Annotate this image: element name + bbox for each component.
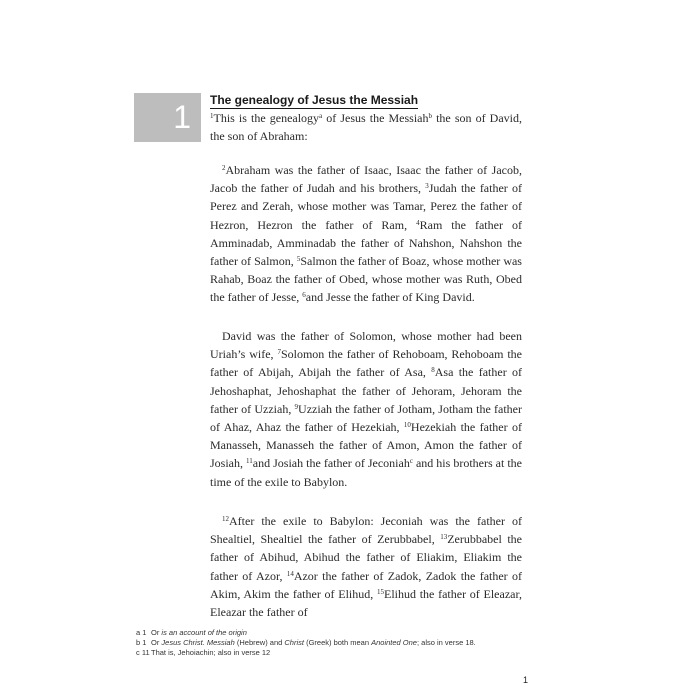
footnote-marker: a — [319, 112, 323, 120]
text-segment: of Jesus the Messiah — [322, 111, 429, 125]
text-segment: That is, Jehoiachin; also in verse 12 — [151, 648, 271, 657]
verse-number: 14 — [286, 569, 294, 578]
text-segment: Ram the father of Amminadab, Amminadab the father of Nahshon, Nahshon the father of Salmon, — [210, 217, 522, 269]
text-segment: Abraham was the father of Isaac, Isaac the father of Jacob, Jacob the father of Judah and his brothers, — [210, 163, 522, 196]
paragraph-verses-6-11 — [210, 327, 522, 491]
text-segment: David was the father of Solomon, whose mother had been Uriah’s wife, — [210, 329, 522, 362]
verse-number: 13 — [440, 533, 448, 542]
footnote — [136, 628, 526, 638]
chapter-number: 1 — [134, 93, 201, 142]
section-heading: The genealogy of Jesus the Messiah — [210, 93, 419, 107]
text-segment: Or — [151, 638, 162, 647]
paragraph-intro — [210, 109, 522, 145]
page-number: 1 — [523, 675, 529, 685]
text-segment: After the exile to Babylon: Jeconiah was the father of Shealtiel, Shealtiel the father of Zerubbabel, — [210, 514, 522, 547]
text-segment: Hezekiah the father of Manasseh, Manasseh the father of Amon, Amon the father of Josiah, — [210, 420, 522, 471]
text-segment: (Hebrew) and — [234, 638, 285, 647]
footnote-marker: b — [428, 112, 432, 120]
text-segment: Or — [151, 628, 162, 637]
text-segment: Zerubbabel the father of Abihud, Abihud the father of Eliakim, Eliakim the father of Azor, — [210, 532, 522, 583]
footnote-ref: b 1 — [136, 638, 147, 647]
verse-number: 10 — [403, 421, 411, 430]
text-segment: This is the genealogy — [213, 111, 320, 125]
text-segment: and Josiah the father of Jeconiah — [252, 456, 410, 471]
text-segment: Uzziah the father of Jotham, Jotham the father of Ahaz, Ahaz the father of Hezekiah, — [210, 401, 522, 435]
text-segment: Salmon the father of Boaz, whose mother was Rahab, Boaz the father of Obed, whose mother was Ruth, Obed the father of Jesse, — [210, 254, 522, 305]
footnote — [136, 648, 526, 658]
italic-text: Christ — [284, 638, 304, 647]
verse-number: 15 — [376, 587, 384, 596]
footnote — [136, 638, 526, 648]
footnote-marker: c — [409, 457, 413, 466]
verse-number: 8 — [431, 366, 435, 375]
italic-text: Jesus Christ. Messiah — [161, 638, 235, 647]
italic-text: Anointed One — [371, 638, 417, 647]
verse-number: 12 — [222, 515, 229, 523]
text-segment: Asa the father of Jehoshaphat, Jehoshaphat the father of Jehoram, Jehoram the father of Uzziah, — [210, 365, 523, 416]
text-segment: Azor the father of Zadok, Zadok the father of Akim, Akim the father of Elihud, — [210, 568, 522, 601]
verse-number: 6 — [302, 291, 306, 300]
verse-number: 5 — [296, 255, 301, 264]
verse-number: 7 — [277, 348, 281, 357]
verse-number: 9 — [294, 402, 299, 411]
italic-text: is an account of the origin — [161, 628, 247, 637]
footnote-ref: c 11 — [136, 648, 150, 657]
paragraph-verses-12-15 — [210, 512, 522, 621]
verse-number: 1 — [210, 112, 214, 120]
verse-number: 4 — [416, 218, 420, 227]
paragraph-verses-2-6 — [210, 161, 522, 307]
text-segment: Solomon the father of Rehoboam, Rehoboam the father of Abijah, Abijah the father of Asa, — [210, 347, 522, 380]
verse-number: 3 — [425, 182, 429, 191]
text-segment: and Jesse the father of King David. — [305, 290, 475, 305]
text-segment: the son of David, the son of Abraham: — [210, 111, 522, 144]
text-segment: Judah the father of Perez and Zerah, whose mother was Tamar, Perez the father of Hezron, Hezron the father of Ram, — [210, 181, 522, 232]
footnotes — [136, 628, 526, 658]
verse-number: 2 — [222, 164, 226, 172]
verse-number: 11 — [246, 457, 253, 466]
text-segment: Elihud the father of Eleazar, Eleazar the father of — [210, 586, 522, 620]
footnote-ref: a 1 — [136, 628, 147, 637]
text-segment: ; also in verse 18. — [416, 638, 476, 647]
text-segment: and his brothers at the time of the exile to Babylon. — [210, 456, 523, 489]
text-segment: (Greek) both mean — [303, 638, 372, 647]
